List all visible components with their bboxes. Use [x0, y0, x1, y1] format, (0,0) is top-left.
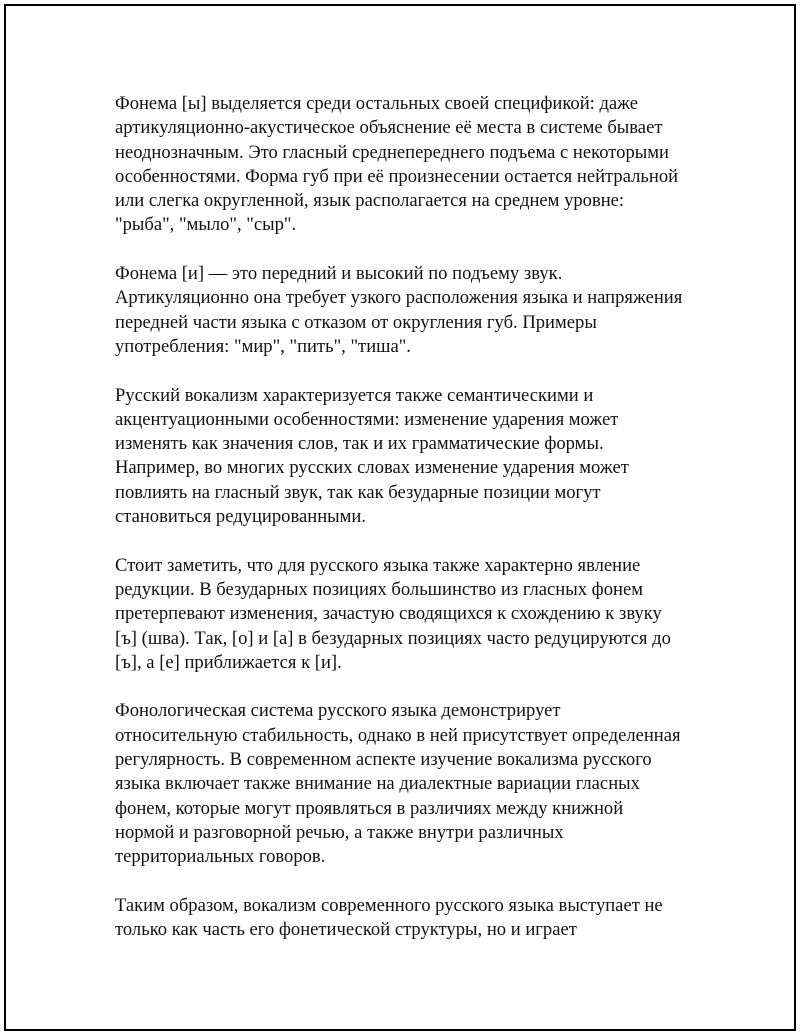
paragraph-phonological-system: Фонологическая система русского языка демонстрирует относительную стабильность, однако в ней присутствует определенная регулярность. В современном аспекте изучение вокализма русского языка включает также внимание на диалектные вариации гласных фонем, которые могут проявляться в различиях между книжной нормой и разговорной речью, а также внутри различных территориальных говоров. [115, 700, 681, 868]
paragraph-stress: Русский вокализм характеризуется также семантическими и акцентуационными особенностями: изменение ударения может изменять как значения слов, так и их грамматические формы. Например, во многих русских словах изменение ударения может повлиять на гласный звук, так как безударные позиции могут становиться редуцированными. [115, 384, 629, 528]
paragraph-conclusion: Таким образом, вокализм современного русского языка выступает не только как часть его фонетической структуры, но и играет [115, 894, 663, 941]
paragraph-vowel-y: Фонема [ы] выделяется среди остальных своей спецификой: даже артикуляционно-акустическое объяснение её места в системе бывает неоднозначным. Это гласный среднепереднего подъема с некоторыми особенностями. Форма губ при её произнесении остается нейтральной или слегка округленной, язык располагается на среднем уровне: "рыба", "мыло", "сыр". [115, 93, 679, 236]
document-body [115, 92, 715, 967]
paragraph-reduction: Стоит заметить, что для русского языка также характерно явление редукции. В безударных позициях большинство из гласных фонем претерпевают изменения, зачастую сводящихся к схождению к звуку [ъ] (шва). Так, [о] и [а] в безударных позициях часто редуцируются до [ъ], а [е] приближается к [и]. [115, 554, 671, 673]
paragraph-vowel-i: Фонема [и] — это передний и высокий по подъему звук. Артикуляционно она требует узкого расположения языка и напряжения передней части языка с отказом от округления губ. Примеры употребления: "мир", "пить", "тиша". [115, 263, 683, 357]
